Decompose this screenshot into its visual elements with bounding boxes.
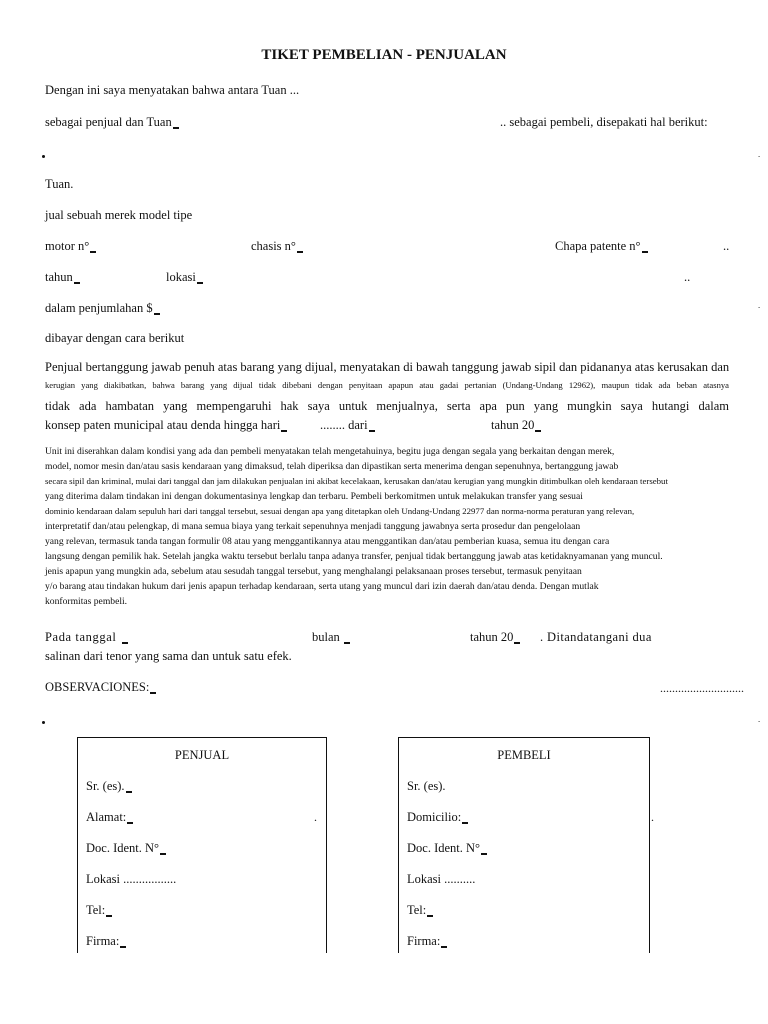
seller-name-label: Sr. (es). — [86, 779, 125, 793]
buyer-phone-label: Tel: — [407, 903, 427, 917]
margin-dot: . — [758, 149, 761, 159]
blank-mark — [120, 946, 126, 948]
paragraph-line: jenis apapun yang mungkin ada, sebelum atau sesudah tanggal tersebut, yang menghalangi pelaksanaan proses tersebut, termasuk penyitaan — [45, 566, 582, 577]
liability-line-4 — [45, 418, 287, 433]
blank-mark — [427, 915, 433, 917]
blank-mark — [154, 313, 160, 315]
seller-location-field[interactable]: Lokasi ................. — [86, 872, 177, 886]
amount-text: dalam penjumlahan $ — [45, 301, 153, 315]
seller-address-label: Alamat: — [86, 810, 127, 824]
chassis-number-label — [251, 239, 303, 254]
blank-mark — [160, 853, 166, 855]
intro-seller-label — [45, 115, 179, 130]
margin-dot: . — [651, 810, 654, 824]
blank-mark — [150, 692, 156, 694]
buyer-id-label: Doc. Ident. N° — [407, 841, 481, 855]
blank-mark — [197, 282, 203, 284]
buyer-address-label: Domicilio: — [407, 810, 462, 824]
buyer-name-field[interactable]: Sr. (es). — [407, 779, 446, 793]
blank-mark — [642, 251, 648, 253]
blank-mark — [281, 430, 287, 432]
vehicle-type-label: jual sebuah merek model tipe — [45, 208, 193, 222]
blank-mark — [74, 282, 80, 284]
motor-number-text: motor n° — [45, 239, 90, 253]
signing-year-label — [470, 630, 520, 645]
license-plate-tail: .. — [723, 239, 730, 253]
blank-mark — [173, 127, 179, 129]
liability-line-1: Penjual bertanggung jawab penuh atas barang yang dijual, menyatakan di bawah tanggung jawab sipil dan pidananya atas kerusakan dan — [45, 360, 730, 374]
blank-mark — [297, 251, 303, 253]
paragraph-line: langsung dengan pemilik hak. Setelah jangka waktu tersebut berlalu tanpa adanya transfer, penjual tidak bertanggung jawab atas ketidaknyamanan yang muncul. — [45, 551, 663, 562]
delivery-conditions-paragraph — [45, 444, 735, 609]
liability-year-label — [491, 418, 541, 433]
seller-id-field[interactable] — [86, 841, 166, 856]
amount-label — [45, 301, 160, 316]
liability-line-4-text: konsep paten municipal atau denda hingga hari — [45, 418, 281, 432]
seller-box-header: PENJUAL — [174, 748, 230, 762]
paragraph-line: model, nomor mesin dan/atau sasis kendaraan yang dimaksud, telah diperiksa dan dipastikan serta menerima dengan sepenuhnya, bertanggung jawab — [45, 461, 619, 472]
paragraph-line: konformitas pembeli. — [45, 596, 128, 607]
blank-mark — [369, 430, 375, 432]
seller-name-field[interactable] — [86, 779, 132, 794]
paragraph-line: yang relevan, termasuk tanda tangan formulir 08 atau yang menggantikannya atau menggantikan dan/atau pemberian kuasa, semua itu dengan cara — [45, 536, 610, 547]
buyer-box-header: PEMBELI — [497, 748, 551, 762]
license-plate-text: Chapa patente n° — [555, 239, 641, 253]
motor-number-label — [45, 239, 96, 254]
blank-mark — [344, 642, 350, 644]
tuan-label: Tuan. — [45, 177, 74, 191]
document-title: TIKET PEMBELIAN - PENJUALAN — [261, 47, 507, 63]
buyer-address-field[interactable] — [407, 810, 468, 825]
buyer-phone-field[interactable] — [407, 903, 433, 918]
buyer-location-field[interactable]: Lokasi .......... — [407, 872, 476, 886]
year-text: tahun — [45, 270, 73, 284]
paragraph-line: y/o barang atau tindakan hukum dari jenis apapun terhadap kendaraan, serta utang yang muncul dari izin daerah dan/atau denda. Dengan mutlak — [45, 581, 599, 592]
observations-dots: ............................ — [660, 681, 744, 695]
signed-copies-label: . Ditandatangani dua — [540, 630, 652, 644]
paragraph-line: Unit ini diserahkan dalam kondisi yang ada dan pembeli menyatakan telah mengetahuinya, begitu juga dengan segala yang berkaitan dengan merek, — [45, 446, 615, 457]
blank-mark — [127, 822, 133, 824]
liability-from-label — [320, 418, 375, 433]
liability-line-3: tidak ada hambatan yang mempengaruhi hak saya untuk menjualnya, serta apa pun yang mungkin saya hutangi dalam — [45, 399, 729, 413]
paragraph-line: yang diterima dalam tindakan ini dengan dokumentasinya lengkap dan terbaru. Pembeli berkomitmen untuk melakukan transfer yang sesuai — [45, 491, 583, 502]
margin-dot: . — [314, 810, 317, 824]
margin-dot: . — [758, 300, 761, 310]
seller-signature-field[interactable] — [86, 934, 126, 949]
seller-phone-label: Tel: — [86, 903, 106, 917]
seller-phone-field[interactable] — [86, 903, 112, 918]
intro-buyer-label: .. sebagai pembeli, disepakati hal berikut: — [500, 115, 708, 129]
blank-mark — [514, 642, 520, 644]
signing-date-text: Pada tanggal — [45, 630, 117, 644]
intro-seller-text: sebagai penjual dan Tuan — [45, 115, 172, 129]
liability-year-text: tahun 20 — [491, 418, 535, 432]
signing-month-text: bulan — [312, 630, 340, 644]
seller-signature-label: Firma: — [86, 934, 120, 948]
blank-mark — [481, 853, 487, 855]
paragraph-line: dominio kendaraan dalam sepuluh hari dari tanggal tersebut, sesuai dengan apa yang ditetapkan oleh Undang-Undang 22977 dan norma-norma peraturan yang relevan, — [45, 506, 635, 516]
payment-method-label: dibayar dengan cara berikut — [45, 331, 185, 345]
signing-year-text: tahun 20 — [470, 630, 514, 644]
buyer-signature-field[interactable] — [407, 934, 447, 949]
seller-address-field[interactable] — [86, 810, 133, 825]
blank-mark — [106, 915, 112, 917]
paragraph-line: secara sipil dan kriminal, mulai dari tanggal dan jam dilakukan penjualan ini akibat kecelakaan, kerusakan dan/atau kerugian yang mungkin ditimbulkan oleh kendaraan tersebut — [45, 476, 668, 486]
blank-mark — [441, 946, 447, 948]
year-label — [45, 270, 80, 285]
liability-line-2: kerugian yang diakibatkan, bahwa barang yang dijual tidak dibebani dengan penyitaan apapun atau gadai pertanian (Undang-Undang 12962), maupun tidak ada beban atasnya — [45, 380, 729, 390]
paragraph-line: interpretatif dan/atau pelengkap, di mana semua biaya yang terkait sepenuhnya menjadi tanggung jawabnya serta prosedur dan pengelolaan — [45, 521, 581, 532]
blank-mark — [126, 791, 132, 793]
signing-date-label — [45, 630, 128, 645]
intro-line-1: Dengan ini saya menyatakan bahwa antara Tuan ... — [45, 83, 300, 97]
blank-mark — [42, 721, 45, 724]
buyer-signature-label: Firma: — [407, 934, 441, 948]
observations-label — [45, 680, 156, 695]
license-plate-label — [555, 239, 648, 254]
location-text: lokasi — [166, 270, 196, 284]
seller-id-label: Doc. Ident. N° — [86, 841, 160, 855]
signing-month-label — [312, 630, 350, 645]
margin-dot: . — [758, 714, 761, 724]
observations-text: OBSERVACIONES: — [45, 680, 150, 694]
chassis-number-text: chasis n° — [251, 239, 296, 253]
blank-mark — [122, 642, 128, 644]
location-tail: .. — [684, 270, 691, 284]
copies-line: salinan dari tenor yang sama dan untuk satu efek. — [45, 649, 292, 663]
blank-mark — [462, 822, 468, 824]
blank-mark — [535, 430, 541, 432]
blank-mark — [42, 155, 45, 158]
location-label — [166, 270, 203, 285]
buyer-id-field[interactable] — [407, 841, 487, 856]
blank-mark — [90, 251, 96, 253]
seller-signature-box — [77, 737, 327, 953]
liability-from-text: ........ dari — [320, 418, 368, 432]
buyer-signature-box — [398, 737, 654, 953]
